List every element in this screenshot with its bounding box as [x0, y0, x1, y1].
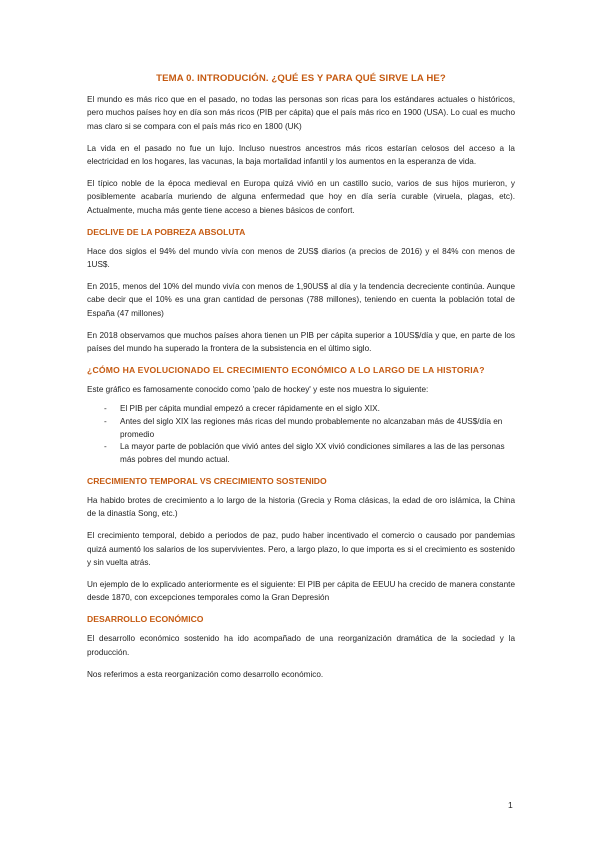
- section-paragraph: Este gráfico es famosamente conocido como 'palo de hockey' y este nos muestra lo siguiente:: [87, 385, 429, 395]
- section-paragraph: El crecimiento temporal, debido a periodos de paz, pudo haber incentivado el comercio o causado por pandemias quizá aumentó los salarios de los supervivientes. Pero, a largo plazo, lo que importa es si el crecimiento es sostenido y sin vuelta atrás.: [87, 531, 515, 568]
- intro-paragraph: El mundo es más rico que en el pasado, no todas las personas son ricas para los estándares actuales o históricos, pero muchos países hoy en día son más ricos (PIB per cápita) que el país más rico en 1900 (USA). Lo cual es mucho mas claro si se compara con el país más rico en 1800 (UK): [87, 95, 515, 131]
- section-heading-desarrollo: DESARROLLO ECONÓMICO: [87, 614, 204, 625]
- section-paragraph: Hace dos siglos el 94% del mundo vivía con menos de 2US$ diarios (a precios de 2016) y el 84% con menos de 1US$.: [87, 246, 515, 270]
- section-heading-temporal: CRECIMIENTO TEMPORAL VS CRECIMIENTO SOSTENIDO: [87, 475, 327, 486]
- list-item: - Antes del siglo XIX las regiones más ricas del mundo probablemente no alcanzaban más de 4US$/día en promedio: [87, 416, 515, 442]
- section-heading-pobreza: DECLIVE DE LA POBREZA ABSOLUTA: [87, 226, 246, 237]
- section-paragraph: En 2015, menos del 10% del mundo vivía con menos de 1,90US$ al día y la tendencia decreciente continúa. Aunque cabe decir que el 10% es una gran cantidad de personas (788 millones), teniendo en cuenta la población total de España (47 millones): [87, 282, 515, 318]
- list-item: - El PIB per cápita mundial empezó a crecer rápidamente en el siglo XIX.: [87, 403, 515, 416]
- bullet-list: [87, 403, 515, 467]
- section-paragraph: El desarrollo económico sostenido ha ido acompañado de una reorganización dramática de la sociedad y la producción.: [87, 634, 515, 657]
- section-paragraph: Ha habido brotes de crecimiento a lo largo de la historia (Grecia y Roma clásicas, la edad de oro islámica, la China de la dinastía Song, etc.): [87, 495, 515, 519]
- section-paragraph: Un ejemplo de lo explicado anteriormente es el siguiente: El PIB per cápita de EEUU ha crecido de manera constante desde 1870, con excepciones temporales como la Gran Depresión: [87, 580, 515, 603]
- document-page: [87, 73, 515, 690]
- intro-paragraph: La vida en el pasado no fue un lujo. Incluso nuestros ancestros más ricos estarían celosos del acceso a la electricidad en los hogares, las vacunas, la baja mortalidad infantil y los aumentos en la esperanza de vida.: [87, 143, 515, 167]
- section-paragraph: Nos referimos a esta reorganización como desarrollo económico.: [87, 669, 324, 679]
- intro-paragraph: El típico noble de la época medieval en Europa quizá vivió en un castillo sucio, varios de sus hijos murieron, y posiblemente acabaría muriendo de alguna enfermedad que hoy en día sería curable (viruela, plagas, etc). Actualmente, mucha más gente tiene acceso a bienes básicos de confort.: [87, 179, 515, 215]
- section-heading-crecimiento: ¿CÓMO HA EVOLUCIONADO EL CRECIMIENTO ECONÓMICO A LO LARGO DE LA HISTORIA?: [87, 365, 485, 376]
- section-paragraph: En 2018 observamos que muchos países ahora tienen un PIB per cápita superior a 10US$/día y que, en parte de los países del mundo ha superado la frontera de la subsistencia en el último siglo.: [87, 330, 515, 354]
- page-title: TEMA 0. INTRODUCIÓN. ¿QUÉ ES Y PARA QUÉ SIRVE LA HE?: [156, 73, 446, 84]
- list-item: - La mayor parte de población que vivió antes del siglo XX vivió condiciones similares a las de las personas más pobres del mundo actual.: [87, 441, 515, 467]
- page-number: 1: [508, 800, 513, 810]
